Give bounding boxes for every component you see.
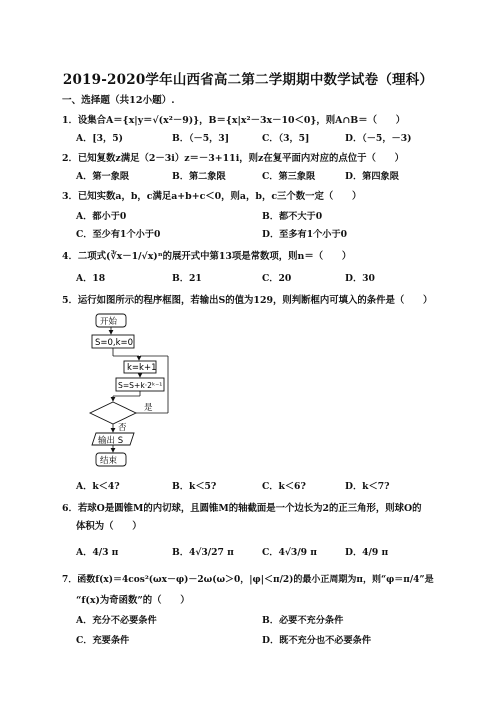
q6-option-c: C．4√3/9 π bbox=[262, 547, 317, 558]
q3-option-c: C．至少有1个小于0 bbox=[76, 229, 161, 240]
program-flowchart bbox=[84, 312, 194, 472]
q7-option-d: D．既不充分也不必要条件 bbox=[262, 635, 372, 646]
question-2-stem: 2．已知复数z满足（2－3i）z＝－3+11i，则z在复平面内对应的点位于（ ） bbox=[62, 153, 404, 164]
q2-option-a: A．第一象限 bbox=[76, 171, 130, 182]
question-7-stem-cont: “f(x)为奇函数”的（ ） bbox=[76, 595, 190, 606]
q6-option-b: B．4√3/27 π bbox=[172, 547, 234, 558]
q7-option-b: B．必要不充分条件 bbox=[262, 615, 344, 626]
q3-option-b: B．都不大于0 bbox=[262, 211, 323, 222]
flow-step1-label: k=k+1 bbox=[127, 363, 157, 373]
q4-option-d: D．30 bbox=[345, 273, 375, 284]
q1-option-c: C．（3，5] bbox=[262, 133, 310, 144]
question-3-stem: 3．已知实数a，b，c满足a+b+c＜0，则a，b，c三个数一定（ ） bbox=[62, 191, 362, 202]
q1-option-a: A．[3，5) bbox=[76, 133, 123, 144]
flow-start-label: 开始 bbox=[100, 317, 118, 327]
q3-option-a: A．都小于0 bbox=[76, 211, 127, 222]
section-heading: 一、选择题（共12小题）. bbox=[62, 95, 175, 106]
q2-option-b: B．第二象限 bbox=[172, 171, 226, 182]
q6-option-d: D．4/9 π bbox=[345, 547, 389, 558]
q3-option-d: D．至多有1个小于0 bbox=[262, 229, 348, 240]
question-7-stem: 7．函数f(x)＝4cos²(ωx－φ)－2ω(ω＞0，|φ|＜π/2)的最小正周期为π，则“φ＝π/4”是 bbox=[62, 575, 434, 585]
page-title: 2019-2020学年山西省高二第二学期期中数学试卷（理科） bbox=[62, 72, 434, 88]
question-6-stem-cont: 体积为（ ） bbox=[76, 521, 142, 532]
flow-condition-diamond bbox=[90, 402, 136, 424]
q5-option-a: A．k＜4? bbox=[76, 481, 120, 492]
q1-option-b: B．（－5，3] bbox=[172, 133, 230, 144]
q4-option-c: C．20 bbox=[262, 273, 292, 284]
flow-yes-label: 是 bbox=[144, 403, 153, 413]
question-4-stem: 4．二项式(∛x－1/√x)ⁿ的展开式中第13项是常数项，则n＝（ ） bbox=[62, 251, 352, 262]
flow-end-label: 结束 bbox=[100, 456, 118, 466]
flow-output-label: 输出 S bbox=[98, 436, 124, 446]
q4-option-b: B．21 bbox=[172, 273, 202, 284]
q1-option-d: D．（－5，－3) bbox=[345, 133, 412, 144]
q2-option-d: D．第四象限 bbox=[345, 171, 399, 182]
question-1-stem: 1．设集合A＝{x|y＝√(x²－9)}，B＝{x|x²－3x－10＜0}，则A∩B＝（ ） bbox=[62, 115, 406, 126]
question-5-stem: 5．运行如图所示的程序框图，若输出S的值为129，则判断框内可填入的条件是（ ） bbox=[62, 295, 433, 306]
q5-option-b: B．k＜5? bbox=[172, 481, 217, 492]
q5-option-d: D．k＜7? bbox=[345, 481, 390, 492]
flow-step2-label: S=S+k·2ᵏ⁻¹ bbox=[118, 381, 163, 390]
q6-option-a: A．4/3 π bbox=[76, 547, 119, 558]
q7-option-c: C．充要条件 bbox=[76, 635, 130, 646]
q5-option-c: C．k＜6? bbox=[262, 481, 306, 492]
q7-option-a: A．充分不必要条件 bbox=[76, 615, 157, 626]
q4-option-a: A．18 bbox=[76, 273, 106, 284]
flow-no-label: 否 bbox=[118, 423, 127, 433]
question-6-stem: 6．若球O是圆锥M的内切球，且圆锥M的轴截面是一个边长为2的正三角形，则球O的 bbox=[62, 503, 422, 514]
q2-option-c: C．第三象限 bbox=[262, 171, 316, 182]
flow-init-label: S=0,k=0 bbox=[95, 338, 134, 348]
